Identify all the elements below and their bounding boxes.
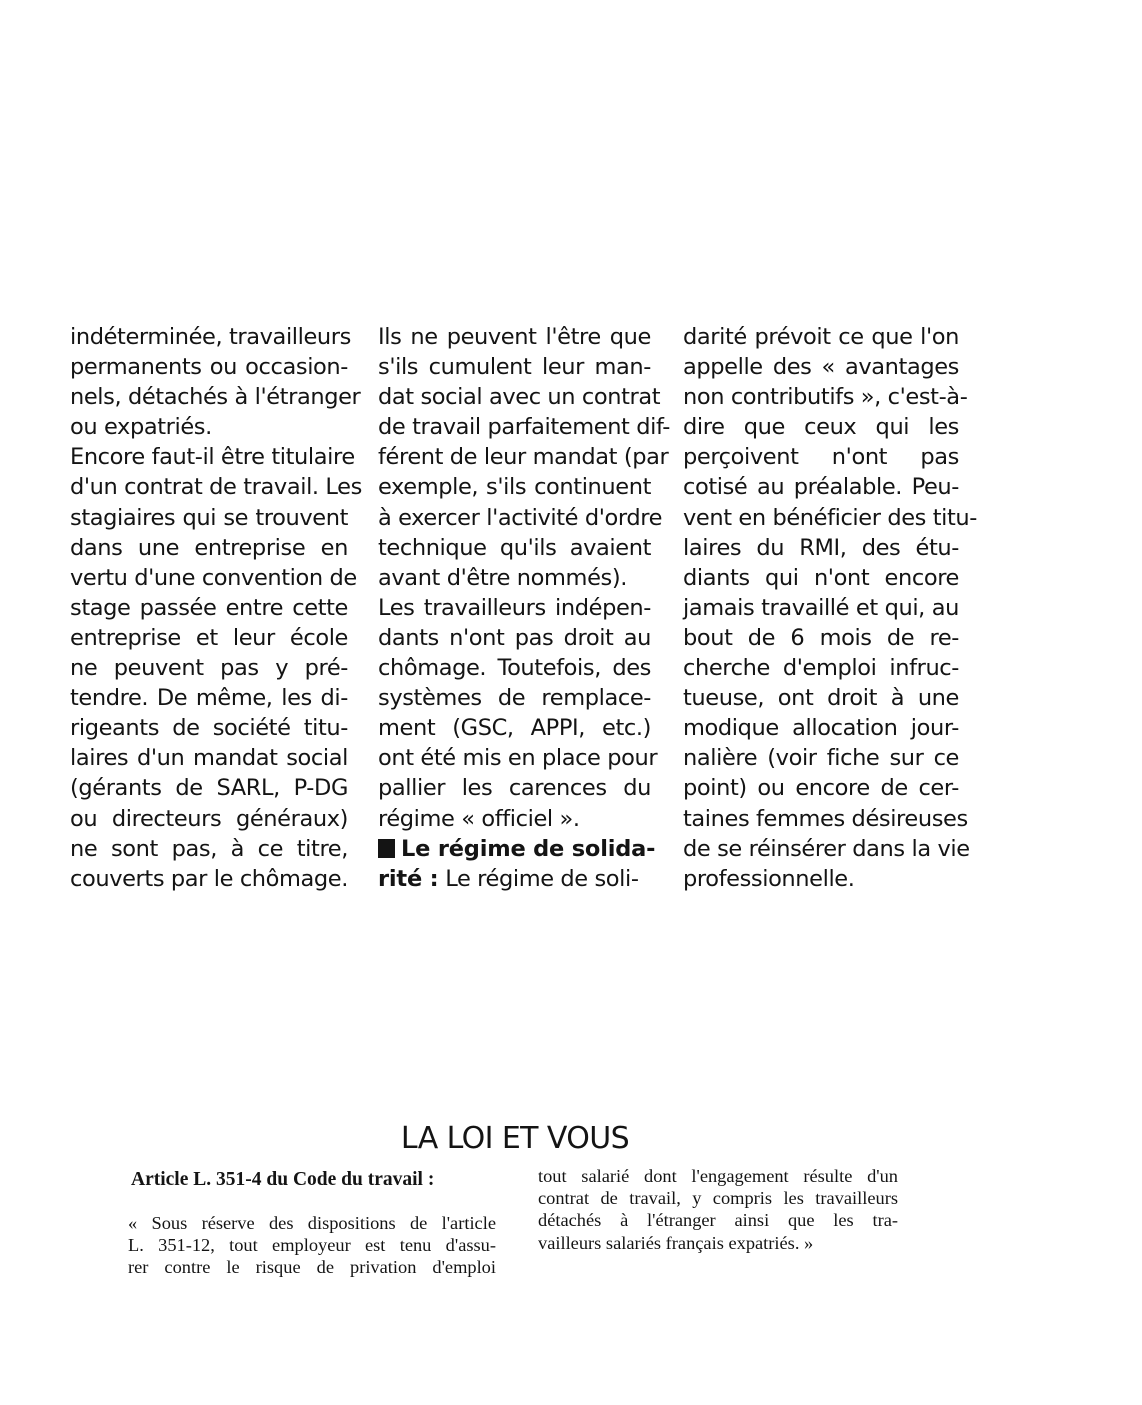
text-line: nels, détachés à l'étranger [70,384,361,411]
text-line: pallier les carences du [378,775,651,802]
text-line: rigeants de société titu- [70,715,348,742]
text-line: nalière (voir fiche sur ce [683,745,959,772]
text-line: indéterminée, travailleurs [70,324,351,350]
law-text-column-2 [538,1165,898,1254]
text-line: laires du RMI, des étu- [683,534,959,561]
text-line: entreprise et leur école [70,624,348,651]
text-line: chômage. Toutefois, des [378,655,651,682]
text-line: darité prévoit ce que l'on [683,324,959,350]
law-text-line: contrat de travail, y compris les travailleurs [538,1188,898,1209]
text-line: à exercer l'activité d'ordre [378,504,663,531]
law-text-line: vailleurs salariés français expatriés. » [538,1232,814,1253]
text-line: diants qui n'ont encore [683,564,959,591]
text-line: de se réinsérer dans la vie [683,835,970,862]
law-text-line: L. 351-12, tout employeur est tenu d'assu- [128,1235,496,1256]
text-line: ne sont pas, à ce titre, [70,835,348,862]
text-line: stage passée entre cette [70,594,348,621]
text-line: tendre. De même, les di- [70,685,348,712]
text-line: cotisé au préalable. Peu- [683,474,959,501]
text-line: ou directeurs généraux) [70,805,348,832]
text-column-2 [378,322,670,894]
law-article-heading: Article L. 351-4 du Code du travail : [131,1169,435,1190]
section-heading [378,834,656,864]
law-text-line: rer contre le risque de privation d'emploi [128,1257,496,1278]
law-box-title: LA LOI ET VOUS [400,1121,630,1156]
text-line: vent en bénéficier des titu- [683,504,977,531]
text-line: point) ou encore de cer- [683,775,959,802]
text-line: systèmes de remplace- [378,685,651,712]
text-line: couverts par le chômage. [70,865,349,892]
text-line: Encore faut-il être titulaire [70,444,355,471]
text-line: jamais travaillé et qui, au [683,594,959,621]
text-line: taines femmes désireuses [683,805,968,832]
text-line: perçoivent n'ont pas [683,444,959,471]
text-line: ou expatriés. [70,414,212,441]
section-heading-text: Le régime de solida- [401,835,656,862]
text-line: tueuse, ont droit à une [683,685,959,712]
text-line: dire que ceux qui les [683,414,959,441]
text-line: Ils ne peuvent l'être que [378,324,651,350]
section-heading-text-end: rité : [378,865,439,892]
law-text-line: tout salarié dont l'engagement résulte d'un [538,1166,898,1186]
text-line: ne peuvent pas y pré- [70,655,348,682]
text-line: ment (GSC, APPI, etc.) [378,715,651,742]
text-line: vertu d'une convention de [70,564,357,591]
text-line: dants n'ont pas droit au [378,624,651,651]
text-line: technique qu'ils avaient [378,534,651,561]
text-line: dat social avec un contrat [378,384,661,411]
text-line: régime « officiel ». [378,805,580,832]
text-line: dans une entreprise en [70,534,348,561]
text-line: stagiaires qui se trouvent [70,504,348,531]
text-line: non contributifs », c'est-à- [683,384,968,411]
text-column-3 [683,322,977,894]
text-line: modique allocation jour- [683,715,959,742]
text-line: permanents ou occasion- [70,354,348,381]
text-line: avant d'être nommés). [378,564,627,591]
black-square-icon [378,839,395,858]
text-line: ont été mis en place pour [378,745,658,772]
text-line: professionnelle. [683,865,855,892]
text-line: appelle des « avantages [683,354,959,381]
law-text-column-1 [128,1212,496,1279]
text-line: s'ils cumulent leur man- [378,354,651,381]
text-line: cherche d'emploi infruc- [683,655,959,682]
text-line: Les travailleurs indépen- [378,594,651,621]
text-line: exemple, s'ils continuent [378,474,651,501]
law-text-line: détachés à l'étranger ainsi que les tra- [538,1210,898,1231]
text-line: de travail parfaitement dif- [378,414,670,441]
text-line: férent de leur mandat (par [378,444,669,471]
text-line: Le régime de soli- [438,865,639,892]
text-line: laires d'un mandat social [70,745,348,772]
law-text-line: « Sous réserve des dispositions de l'article [128,1213,496,1233]
text-line: bout de 6 mois de re- [683,624,959,651]
text-line: (gérants de SARL, P-DG [70,775,348,802]
text-column-1 [70,322,362,894]
section-heading-continued [378,864,651,894]
text-line: d'un contrat de travail. Les [70,474,362,501]
